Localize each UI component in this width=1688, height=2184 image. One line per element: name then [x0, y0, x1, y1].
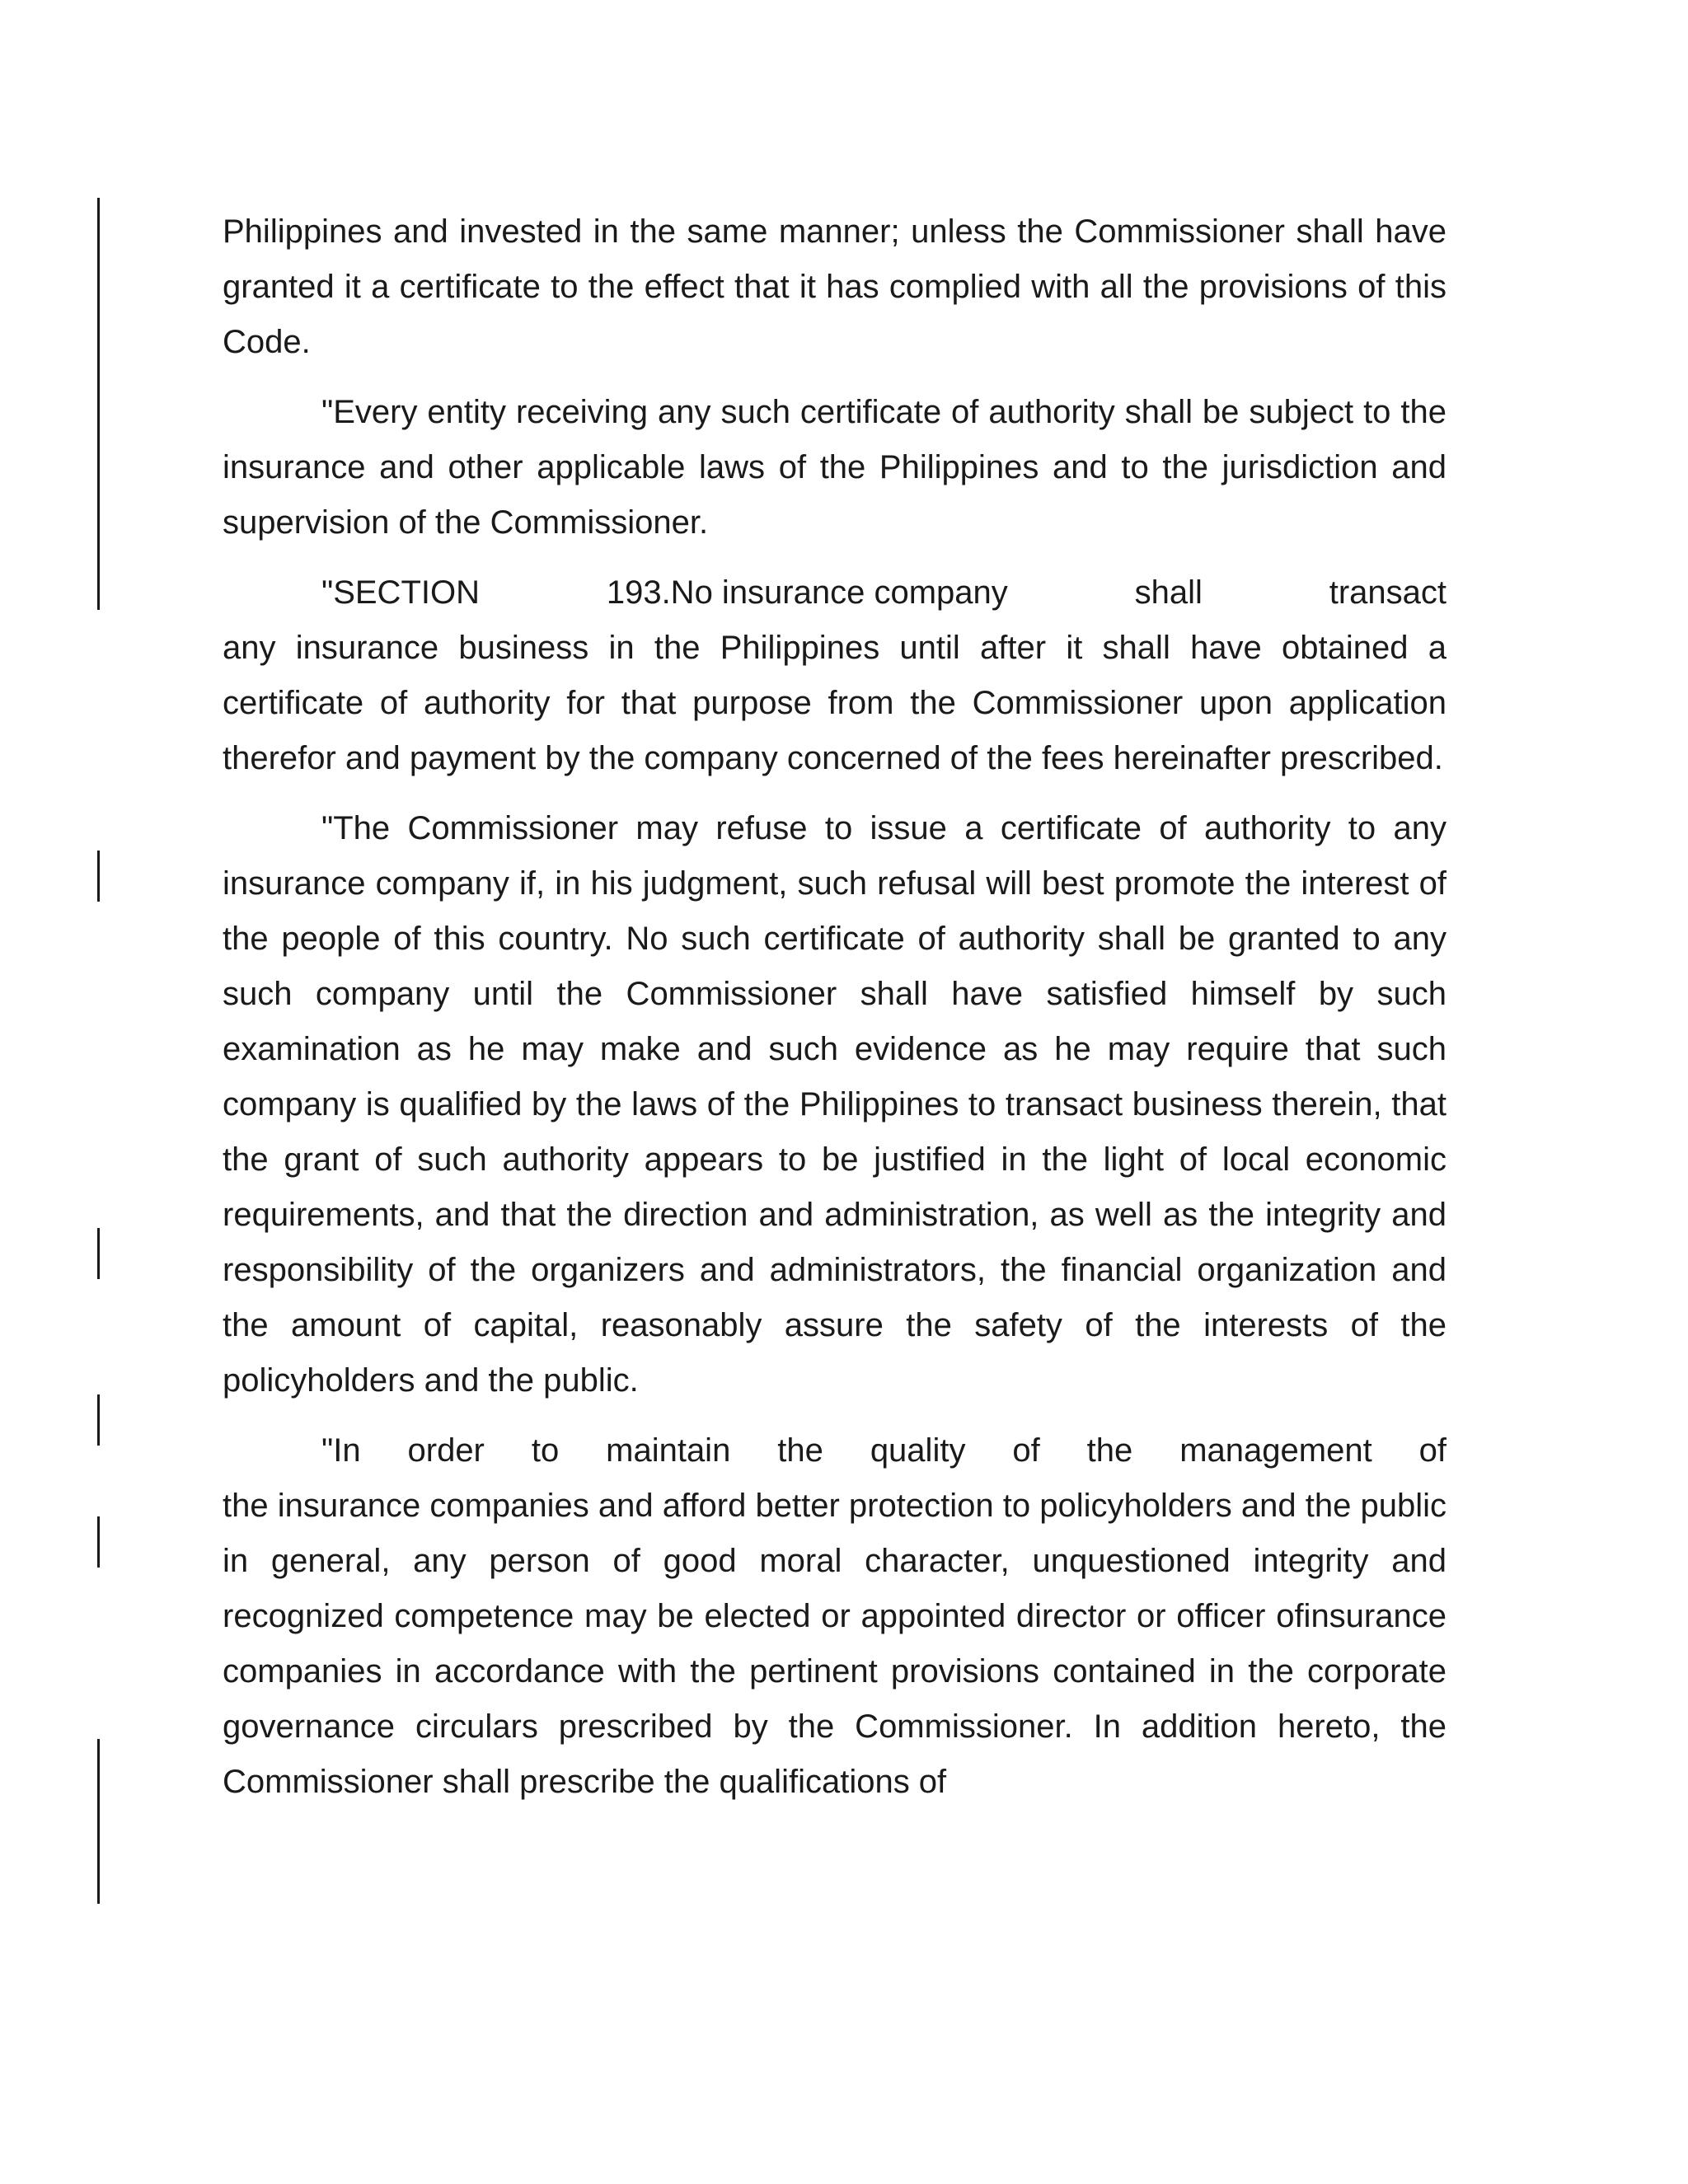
revision-bar [97, 1394, 100, 1446]
line-word: to [531, 1432, 560, 1469]
line-word: "In [321, 1432, 361, 1469]
revision-bar [97, 198, 100, 610]
paragraph-3 [223, 565, 1447, 786]
revision-bar [97, 851, 100, 902]
paragraph-5 [223, 1423, 1447, 1810]
line-word: of [1418, 1432, 1447, 1469]
line-word: the [777, 1432, 823, 1469]
paragraph-5-first-line [223, 1423, 1447, 1479]
heading-word: "SECTION [321, 574, 480, 611]
paragraph-3-body: any insurance business in the Philippines until after it shall have obtained a certificate of authority for that purpose from the Commissioner upon application therefor and payment by the company concerned of the fees hereinafter prescribed. [223, 630, 1447, 776]
revision-bar [97, 1228, 100, 1279]
line-word: management [1179, 1432, 1372, 1469]
revision-bar [97, 1516, 100, 1568]
line-word: maintain [606, 1432, 731, 1469]
paragraph-4: "The Commissioner may refuse to issue a certificate of authority to any insurance company if, in his judgment, such refusal will best promote the interest of the people of this country. No such certificate of authority shall be granted to any such company until the Commissioner shall have satisfied himself by such examination as he may make and such evidence as he may require that such company is qualified by the laws of the Philippines to transact business therein, that the grant of such authority appears to be justified in the light of local economic requirements, and that the direction and administration, as well as the integrity and responsibility of the organizers and administrators, the financial organization and the amount of capital, reasonably assure the safety of the interests of the policyholders and the public. [223, 810, 1447, 1399]
paragraph-2: "Every entity receiving any such certificate of authority shall be subject to the insurance and other applicable laws of the Philippines and to the jurisdiction and supervision of the Commissioner. [223, 394, 1447, 541]
line-word: of [1012, 1432, 1040, 1469]
paragraph-5-body: the insurance companies and afford better protection to policyholders and the public in general, any person of good moral character, unquestioned integrity and recognized competence may be elected or appointed director or officer ofinsurance companies in accordance with the pertinent provisions contained in the corporate governance circulars prescribed by the Commissioner. In addition hereto, the Commissioner shall prescribe the qualifications of [223, 1488, 1447, 1800]
heading-word: 193.No insurance company [606, 574, 1008, 611]
heading-word: shall [1134, 574, 1203, 611]
body-text [223, 204, 1447, 1825]
heading-word: transact [1329, 574, 1447, 611]
revision-bar [97, 1739, 100, 1904]
paragraph-1: Philippines and invested in the same manner; unless the Commissioner shall have granted it a certificate to the effect that it has complied with all the provisions of this Code. [223, 213, 1447, 360]
line-word: order [407, 1432, 485, 1469]
section-heading-line [223, 565, 1447, 621]
line-word: the [1086, 1432, 1133, 1469]
line-word: quality [870, 1432, 966, 1469]
